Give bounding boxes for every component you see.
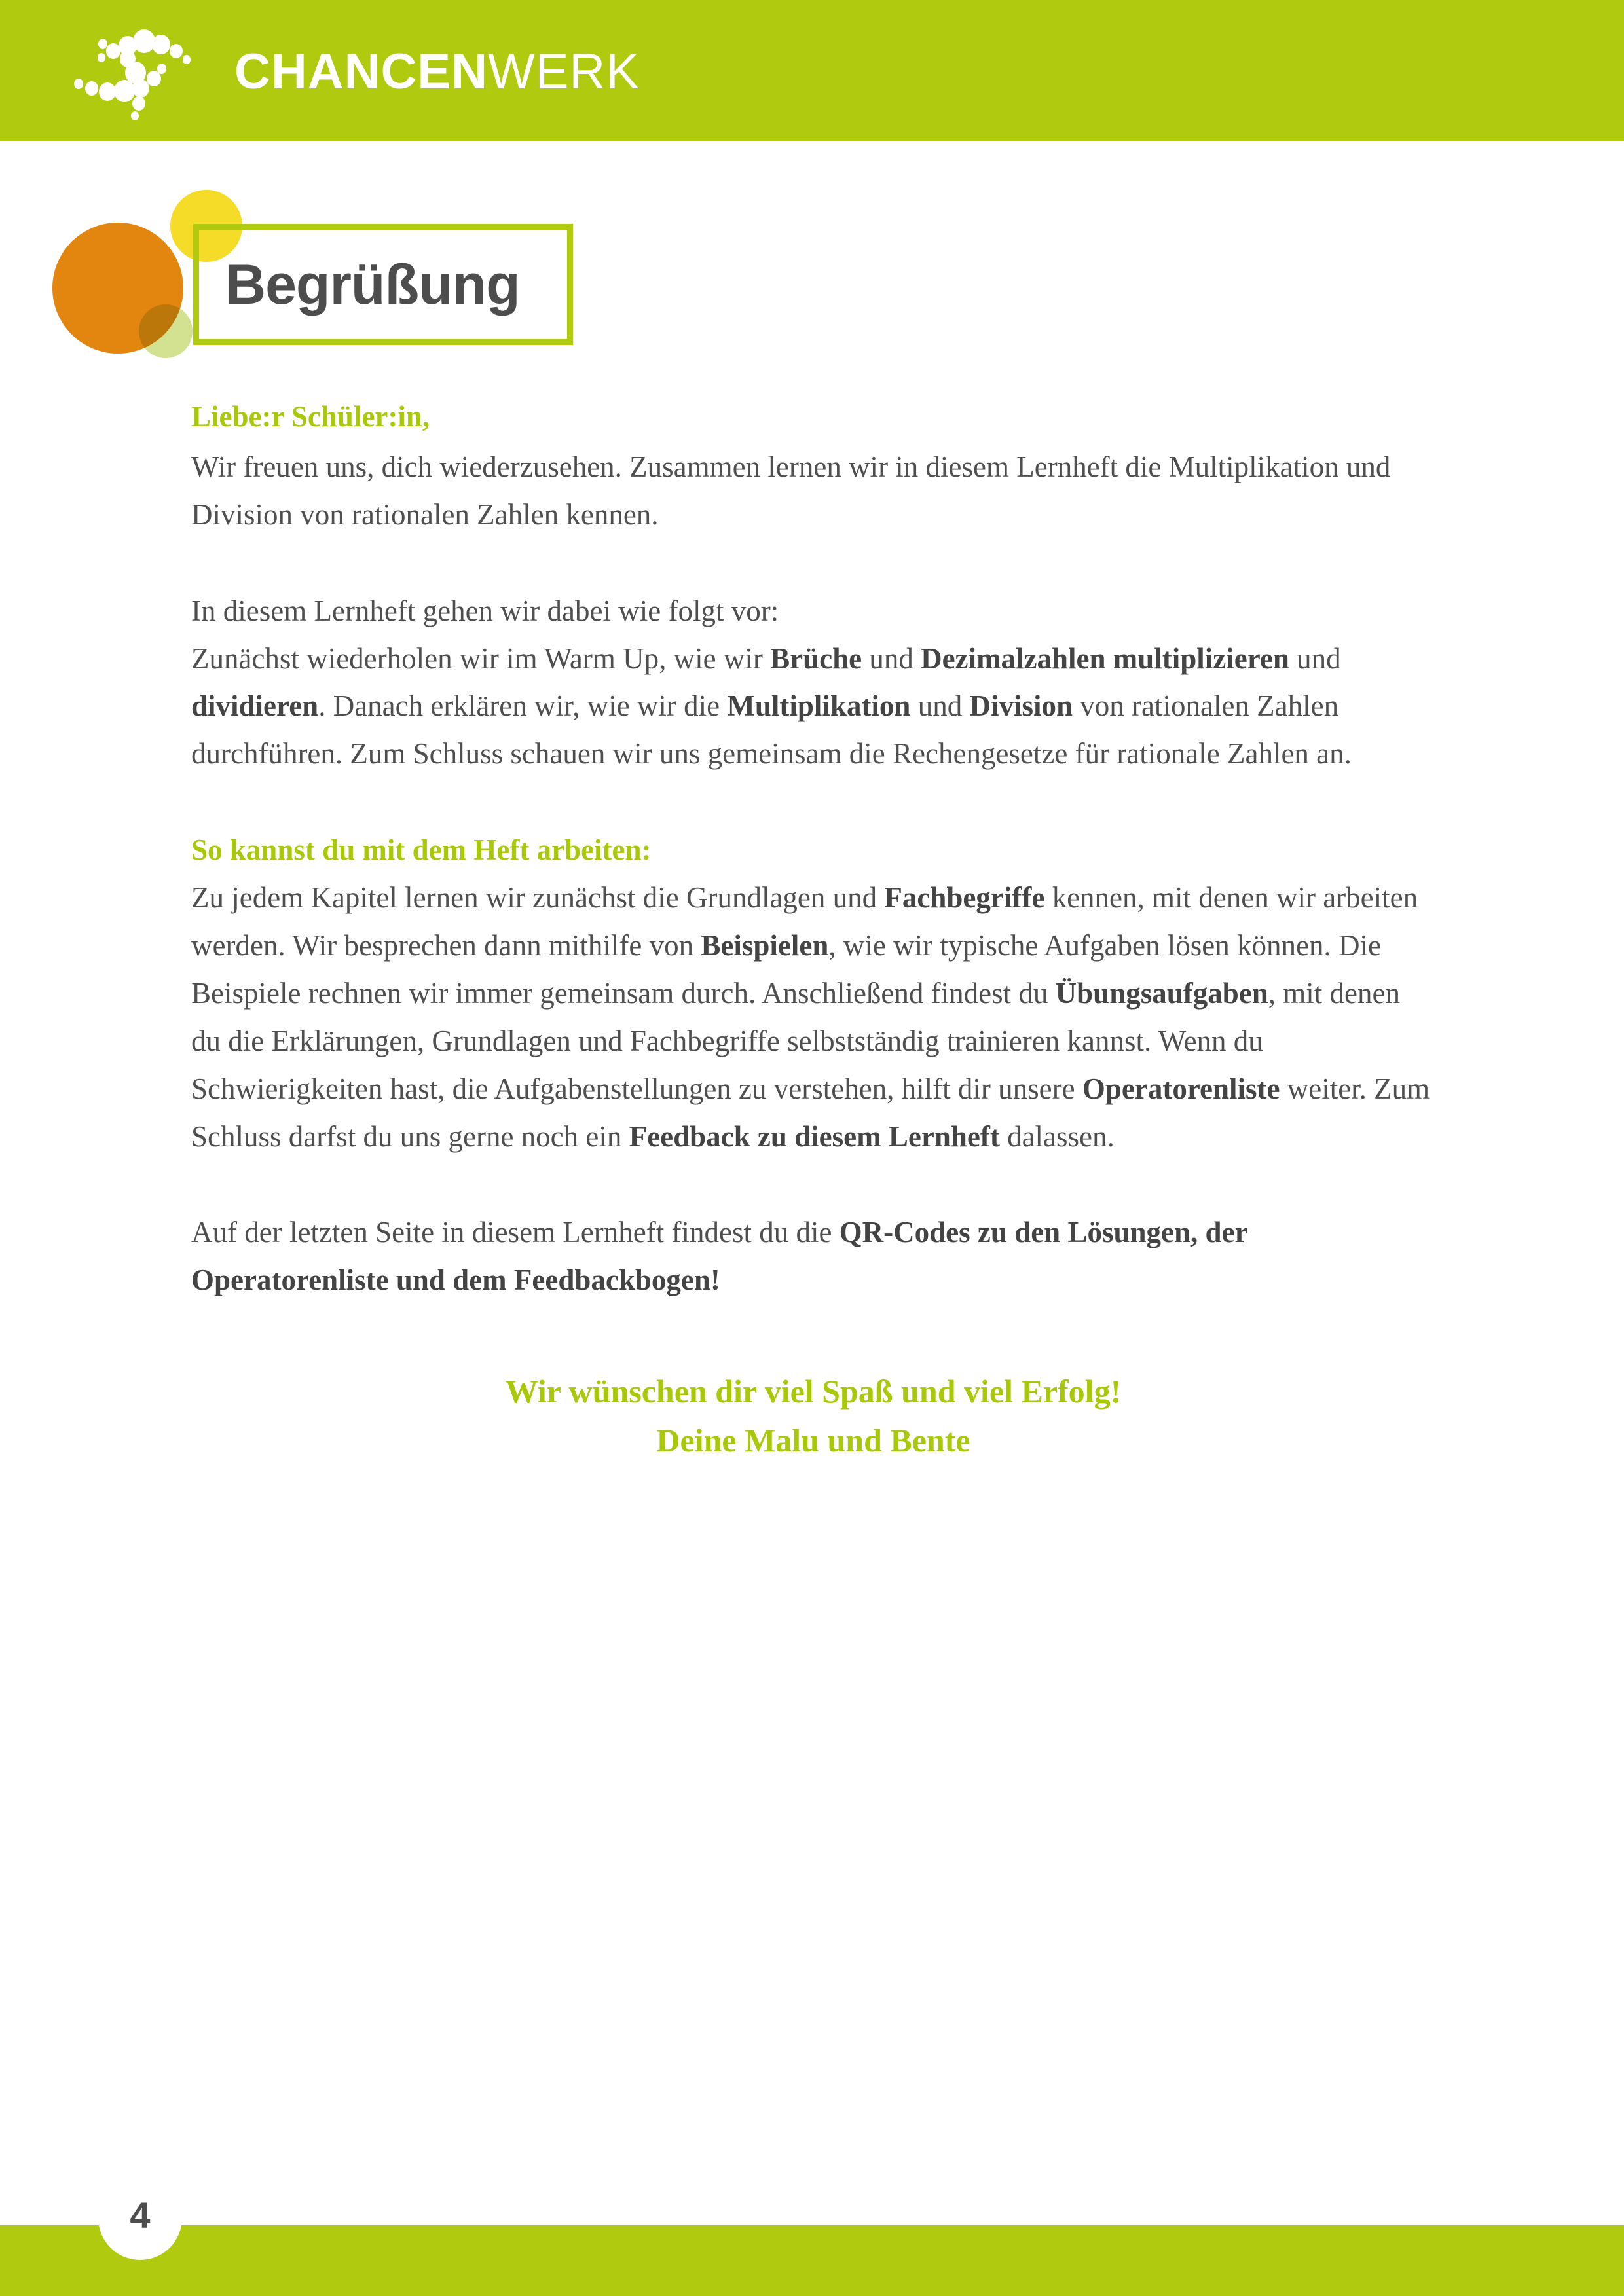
approach-bold-4: Multiplikation xyxy=(727,689,911,723)
closing-line-1: Wir wünschen dir viel Spaß und viel Erfolg! xyxy=(505,1373,1122,1410)
intro-paragraph xyxy=(191,443,1435,539)
qr-part-1: Auf der letzten Seite in diesem Lernheft findest du die xyxy=(191,1216,840,1249)
brand-logo xyxy=(72,20,727,124)
howto-part-3: , wie wir typische Aufgaben lösen können. Die Beispiele rechnen wir immer gemeinsam durch. Anschließend findest du xyxy=(191,929,1381,1010)
howto-bold-4: Operatorenliste xyxy=(1082,1072,1280,1105)
howto-heading: So kannst du mit dem Heft arbeiten: xyxy=(191,833,652,867)
approach-bold-3: dividieren xyxy=(191,689,319,723)
howto-part-6: dalassen. xyxy=(999,1120,1115,1153)
approach-part-3: und xyxy=(1289,642,1341,675)
howto-paragraph xyxy=(191,874,1435,1160)
howto-bold-2: Beispielen xyxy=(701,929,829,962)
howto-part-2: kennen, mit denen wir arbeiten werden. Wir besprechen dann mithilfe von xyxy=(191,881,1418,962)
closing-line-2: Deine Malu und Bente xyxy=(656,1422,970,1459)
paragraph-gap xyxy=(191,539,1435,587)
approach-part-6: von rationalen Zahlen durchführen. Zum Schluss schauen wir uns gemeinsam die Rechengesetze für rationale Zahlen an. xyxy=(191,689,1352,771)
approach-part-5: und xyxy=(910,689,970,723)
salutation: Liebe:r Schüler:in, xyxy=(191,400,430,433)
section-title-frame xyxy=(193,224,573,345)
closing-message xyxy=(191,1367,1435,1465)
footer-band xyxy=(0,2225,1624,2296)
intro-line-1: Wir freuen uns, dich wiederzusehen. Zusammen lernen wir in diesem Lernheft die xyxy=(191,450,1162,483)
header-band xyxy=(0,0,1624,141)
approach-part-2: und xyxy=(862,642,921,675)
page-number-badge xyxy=(98,2176,182,2260)
howto-part-5: weiter. Zum Schluss darfst du uns gerne noch ein xyxy=(191,1072,1430,1153)
howto-part-1: Zu jedem Kapitel lernen wir zunächst die Grundlagen und xyxy=(191,881,885,915)
approach-bold-5: Division xyxy=(969,689,1073,723)
howto-part-4: , mit denen du die Erklärungen, Grundlagen und Fachbegriffe selbstständig trainieren kannst. Wenn du Schwierigkeiten hast, die Aufgabenstellungen zu verstehen, hilft dir unsere xyxy=(191,976,1400,1105)
page-title: Begrüßung xyxy=(225,253,520,316)
brand-wordmark-light: WERK xyxy=(488,44,640,100)
howto-bold-5: Feedback zu diesem Lernheft xyxy=(629,1120,1000,1153)
approach-lead-in: In diesem Lernheft gehen wir dabei wie folgt vor: xyxy=(191,594,779,627)
brand-wordmark-bold: CHANCEN xyxy=(234,44,488,100)
qr-paragraph xyxy=(191,1209,1435,1304)
intro-line-2: Multiplikation und Division von rationalen Zahlen kennen. xyxy=(191,450,1391,531)
howto-bold-1: Fachbegriffe xyxy=(884,881,1045,915)
paragraph-gap xyxy=(191,1160,1435,1209)
approach-paragraph xyxy=(191,635,1435,778)
paragraph-gap xyxy=(191,778,1435,826)
approach-part-4: . Danach erklären wir, wie wir die xyxy=(318,689,728,723)
qr-bold-1: QR-Codes zu den Lösungen, der Operatorenliste und dem Feedbackbogen! xyxy=(191,1216,1247,1297)
howto-bold-3: Übungsaufgaben xyxy=(1055,976,1268,1010)
decorative-lightgreen-circle xyxy=(139,304,193,358)
body-content xyxy=(191,393,1435,1465)
section-title-block xyxy=(0,183,1624,393)
approach-bold-1: Brüche xyxy=(770,642,862,675)
page-number: 4 xyxy=(130,2195,151,2236)
chancenwerk-dots-logo-icon xyxy=(72,23,203,121)
brand-wordmark xyxy=(234,44,640,100)
approach-part-1: Zunächst wiederholen wir im Warm Up, wie wir xyxy=(191,642,771,675)
approach-bold-2: Dezimalzahlen multiplizieren xyxy=(921,642,1289,675)
